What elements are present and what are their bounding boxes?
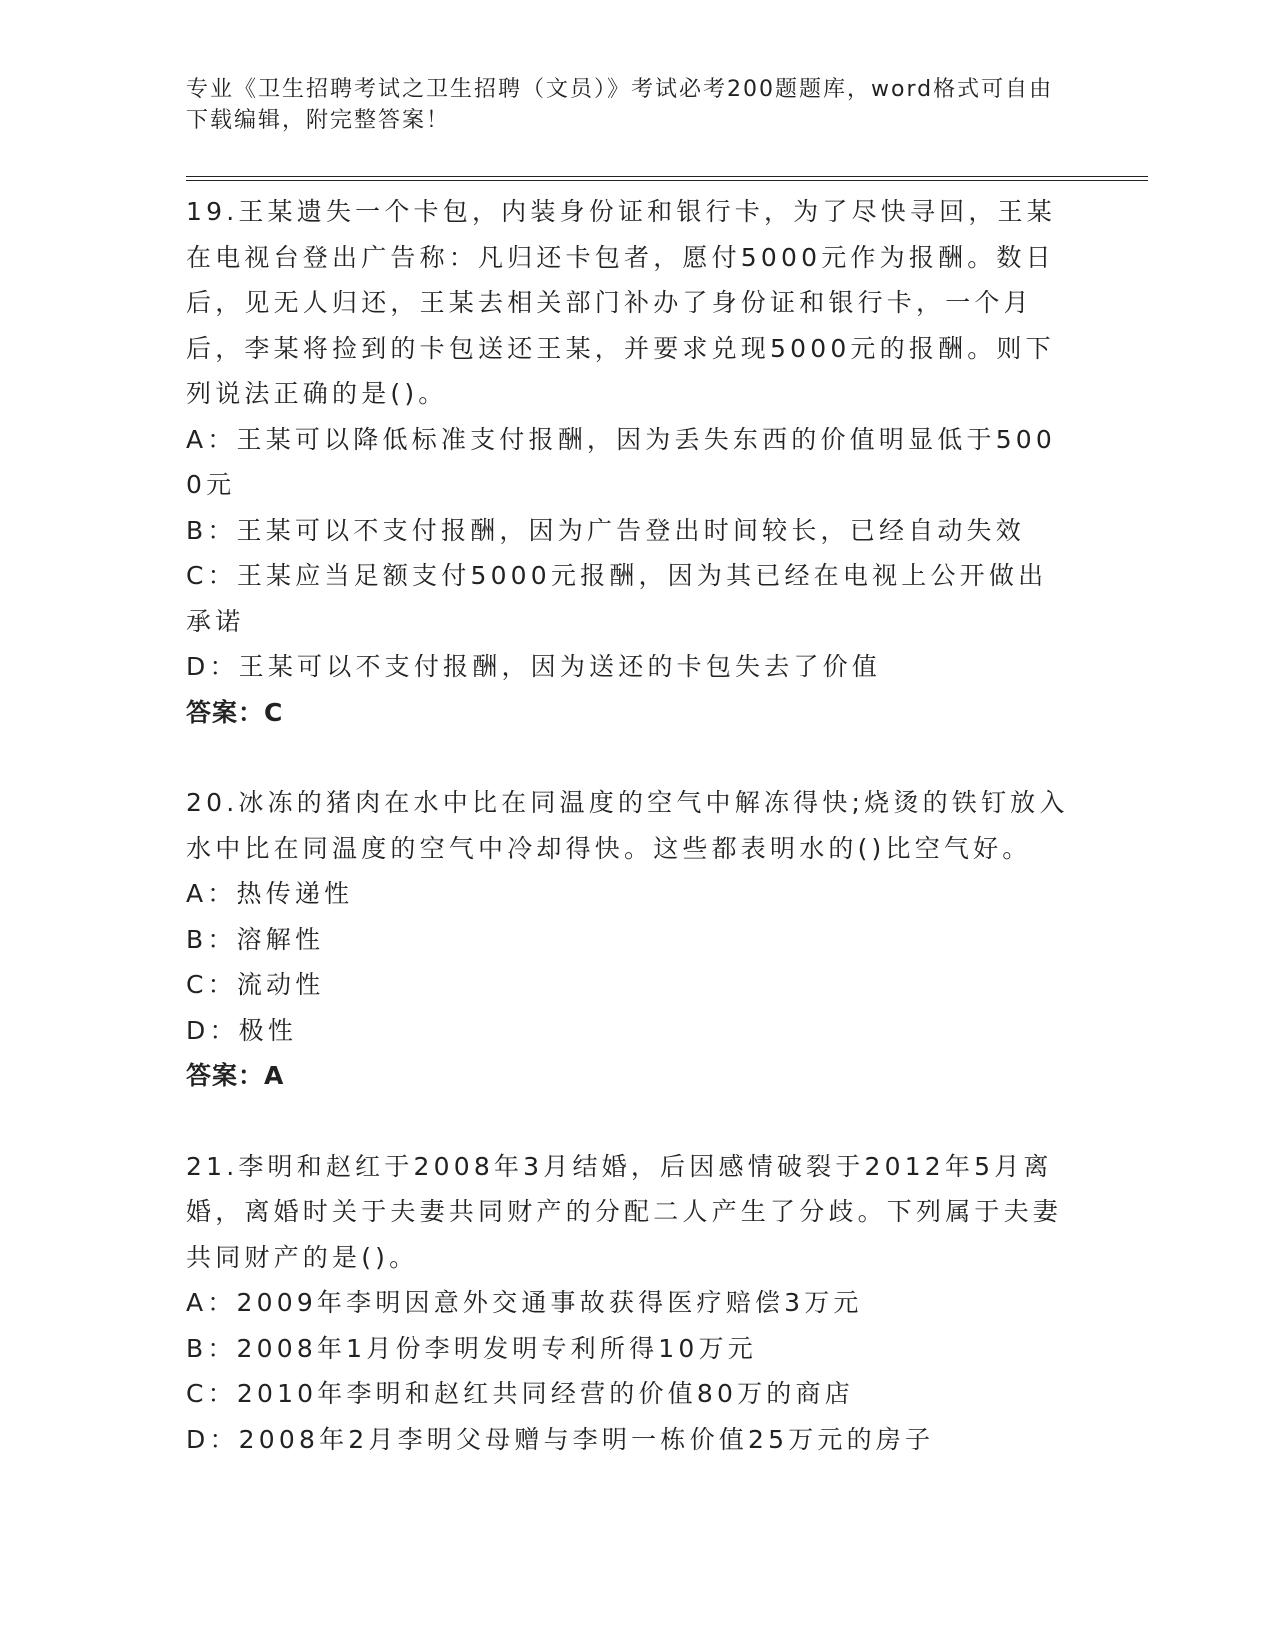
question-stem: 19.王某遗失一个卡包，内装身份证和银行卡，为了尽快寻回，王某在电视台登出广告称：凡归还卡包者，愿付5000元作为报酬。数日后，见无人归还，王某去相关部门补办了身份证和银行卡，一个月后，李某将捡到的卡包送还王某，并要求兑现5000元的报酬。则下列说法正确的是()。	[186, 197, 1056, 408]
option-b: B：溶解性	[186, 924, 325, 954]
option-c: C：王某应当足额支付5000元报酬，因为其已经在电视上公开做出承诺	[186, 561, 1048, 636]
question-19	[186, 189, 1076, 735]
option-a: A：王某可以降低标准支付报酬，因为丢失东西的价值明显低于5000元	[186, 424, 1057, 499]
question-20	[186, 780, 1076, 1099]
page-header	[186, 74, 1066, 136]
question-stem: 21.李明和赵红于2008年3月结婚，后因感情破裂于2012年5月离婚，离婚时关于夫妻共同财产的分配二人产生了分歧。下列属于夫妻共同财产的是()。	[186, 1151, 1063, 1272]
answer-label: 答案：A	[186, 1061, 285, 1090]
option-b: B：王某可以不支付报酬，因为广告登出时间较长，已经自动失效	[186, 515, 1025, 545]
header-divider	[186, 176, 1148, 181]
option-d: D：2008年2月李明父母赠与李明一栋价值25万元的房子	[186, 1424, 935, 1454]
answer-label: 答案：C	[186, 697, 284, 727]
option-c: C：流动性	[186, 970, 325, 999]
option-c: C：2010年李明和赵红共同经营的价值80万的商店	[186, 1379, 854, 1408]
question-21	[186, 1144, 1076, 1463]
question-list	[186, 189, 1076, 1507]
option-a: A：热传递性	[186, 879, 354, 908]
question-stem: 20.冰冻的猪肉在水中比在同温度的空气中解冻得快;烧烫的铁钉放入水中比在同温度的空气中冷却得快。这些都表明水的()比空气好。	[186, 788, 1069, 863]
option-d: D：极性	[186, 1015, 298, 1045]
header-title: 专业《卫生招聘考试之卫生招聘（文员）》考试必考200题题库，word格式可自由下载编辑，附完整答案！	[186, 77, 1054, 133]
option-d: D：王某可以不支付报酬，因为送还的卡包失去了价值	[186, 652, 882, 681]
option-b: B：2008年1月份李明发明专利所得10万元	[186, 1333, 757, 1363]
option-a: A：2009年李明因意外交通事故获得医疗赔偿3万元	[186, 1288, 863, 1317]
